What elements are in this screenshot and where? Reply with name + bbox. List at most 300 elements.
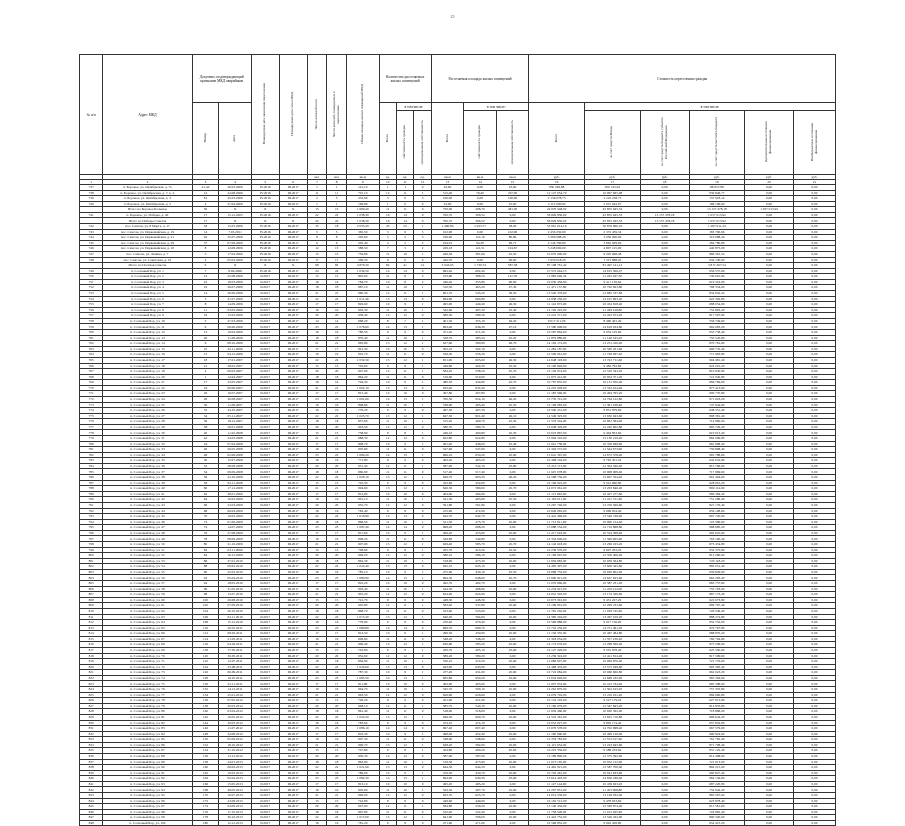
table-cell: 14 [396,218,413,224]
table-cell: 10 [379,670,396,676]
table-cell: II.2017 [251,402,279,408]
table-cell: 14 618 634,80 [585,324,641,330]
table-cell: 13 [396,675,413,681]
table-cell: 0,00 [640,341,689,347]
table-cell: 3 056 000,00 [585,235,641,241]
table-cell: 887,10 [347,285,380,291]
table-cell: 495,20 [431,781,464,787]
table-cell: 9 969 954,40 [585,508,641,514]
table-cell: 0,00 [640,720,689,726]
table-cell: 452,60 [431,480,464,486]
table-cell: 0,00 [496,636,529,642]
table-cell: 28.01.2009 [219,491,252,497]
table-cell: 9 917 136,00 [585,620,641,626]
table-cell: III.2017 [279,480,307,486]
address-cell: п. Сосновый Бор, ул. 29 [103,424,192,430]
table-cell: 0,00 [794,218,836,224]
table-cell: 965 788,60 [689,452,745,458]
table-cell: 450,70 [431,647,464,653]
table-cell: 20 [327,313,347,319]
table-cell: 476,30 [431,770,464,776]
table-cell: 17 [327,530,347,536]
table-cell: 472,90 [464,508,497,514]
table-cell: 404,30 [464,363,497,369]
table-cell: 453,60 [464,530,497,536]
table-cell: 0,00 [640,380,689,386]
table-cell: 580,70 [464,424,497,430]
table-cell: 0,00 [745,374,794,380]
address-cell: п. Сосновый Бор, ул. 94 [103,787,192,793]
table-cell: 947,90 [347,369,380,375]
table-cell: 0,00 [745,536,794,542]
table-cell: 9 [396,569,413,575]
table-cell: 0,00 [640,731,689,737]
table-cell: 12 [192,274,219,280]
table-cell: IV.2016 [251,235,279,241]
table-cell: 0,00 [745,547,794,553]
table-cell: 1 [414,569,431,575]
table-cell: 2 [192,369,219,375]
table-cell: 515,20 [431,419,464,425]
address-cell: п. Сосновый Бор, ул. 53 [103,558,192,564]
table-cell: 13 [379,564,396,570]
column-number-cell: 2 [103,180,192,185]
table-cell: 16 [327,508,347,514]
table-cell: 0,00 [794,352,836,358]
table-cell: 6 [414,207,431,213]
table-cell: 7 [379,246,396,252]
table-cell: 45,60 [496,804,529,810]
table-cell: 23 [307,726,327,732]
table-cell: 28.08.2008 [219,463,252,469]
table-cell: 16.12.2009 [219,553,252,559]
table-cell: 9 [379,597,396,603]
table-cell: 0,00 [745,385,794,391]
table-cell: 821 176,40 [689,502,745,508]
table-cell: 0,00 [496,793,529,799]
column-number-cell: 11 [396,180,413,185]
table-cell: 857,60 [347,419,380,425]
table-cell: 45,50 [496,363,529,369]
table-cell: 0,00 [745,185,794,191]
table-cell: 0,00 [745,753,794,759]
address-cell: пос. Самсон, ул. Первомайская, д. 10 [103,246,192,252]
table-cell: 10 [379,441,396,447]
table-cell: 13 [327,246,347,252]
table-cell: 12 [396,592,413,598]
header-cost-local: за счет средств местного бюджета [689,111,745,175]
table-cell: 0,00 [745,491,794,497]
table-cell: 11 675 412,00 [529,374,585,380]
table-cell: 624,90 [431,592,464,598]
table-cell: 9 [396,597,413,603]
table-cell: 822 [80,675,103,681]
table-cell: 110,10 [464,235,497,241]
table-cell: 45,50 [496,497,529,503]
table-cell: 11 [396,608,413,614]
table-cell: 1 080,90 [347,575,380,581]
table-cell: 0,00 [745,330,794,336]
table-cell: 475,70 [464,519,497,525]
table-cell: 625 350,60 [689,647,745,653]
table-cell: 815 766,60 [689,463,745,469]
table-cell: 0,00 [640,670,689,676]
table-cell: 0,00 [794,687,836,693]
table-cell: 16 [192,313,219,319]
table-cell: 12 [396,642,413,648]
table-body [80,185,836,826]
table-cell: 9 501 878,40 [585,647,641,653]
table-cell: 15 [307,430,327,436]
table-cell: 9 [396,820,413,826]
table-cell: 18 [307,335,327,341]
table-cell: 11 [396,190,413,196]
table-cell: II.2017 [251,614,279,620]
table-cell: 0,00 [496,592,529,598]
table-cell: 5 [396,246,413,252]
table-cell: 833 [80,737,103,743]
table-cell: 12 [396,475,413,481]
table-cell: 10 524 398,40 [585,530,641,536]
table-cell: 622,80 [464,436,497,442]
table-cell: 9 851 879,60 [585,408,641,414]
table-cell: 0,00 [794,804,836,810]
table-cell: 11 639 460,00 [529,709,585,715]
table-cell: 589,20 [431,653,464,659]
table-cell: 0,00 [794,430,836,436]
table-cell: 0,00 [640,603,689,609]
table-cell: 04.12.2006 [219,352,252,358]
table-cell: 02.06.2008 [219,452,252,458]
table-cell: 0 [414,480,431,486]
table-cell: 475,60 [431,569,464,575]
table-cell: 0,00 [794,692,836,698]
table-cell: 0,00 [794,285,836,291]
unit-cell: руб. [794,175,836,180]
table-cell: 54 [192,469,219,475]
table-cell: 0,00 [640,636,689,642]
table-cell: 22 [307,564,327,570]
table-cell: 0,00 [794,542,836,548]
table-cell: 696,10 [431,452,464,458]
table-cell: 9 478 633,60 [585,798,641,804]
table-cell: 84 [192,553,219,559]
table-cell: 0 [414,374,431,380]
table-cell: 0,00 [745,525,794,531]
table-cell: 0,00 [794,793,836,799]
table-cell: 700,70 [431,218,464,224]
table-cell: 134 [192,692,219,698]
table-cell: 1 057 015,92 [689,212,745,218]
table-cell: 15.03.2006 [219,224,252,230]
table-cell: 15 [327,748,347,754]
table-cell: 10 997 665,98 [585,190,641,196]
table-cell: 21 [327,592,347,598]
table-cell: 04.11.2008 [219,480,252,486]
table-cell: 9 [396,480,413,486]
table-cell: 45,60 [496,742,529,748]
table-cell: 15 600 921,00 [529,575,585,581]
address-cell: п. Сосновый Бор, ул. 52 [103,553,192,559]
table-cell: 17 [327,491,347,497]
table-cell: 14 669 232,00 [585,675,641,681]
table-cell: 10 587 864,00 [529,330,585,336]
table-cell: 9 [396,620,413,626]
column-number-cell: 15 [496,180,529,185]
table-cell: 45,60 [496,748,529,754]
table-cell: 864 096,80 [689,436,745,442]
table-cell: 0,00 [640,714,689,720]
table-cell: 45,60 [496,603,529,609]
table-cell: 0,00 [794,246,836,252]
table-cell: 04.09.2013 [219,804,252,810]
header-cost-extra2: Внебюджетные источники финансирования [794,111,836,175]
header-people-count: Число жителей всего [307,55,327,175]
table-cell: 14 675 578,40 [585,452,641,458]
table-cell: II.2017 [251,391,279,397]
table-cell: 0 [414,698,431,704]
table-cell: 16 [327,458,347,464]
table-cell: 17.12.2008 [219,486,252,492]
table-cell: 94 [192,581,219,587]
table-cell: 16 [307,408,327,414]
table-cell: 0,00 [640,748,689,754]
table-cell: 11 [379,759,396,765]
table-cell: IV.2016 [251,251,279,257]
table-cell: 714 960,00 [689,419,745,425]
table-cell: 148 [192,731,219,737]
table-cell: 868,70 [347,608,380,614]
table-cell: 0,00 [745,380,794,386]
table-cell: 623,70 [464,793,497,799]
header-area: Расселяемая площадь жилых помещений [431,55,529,103]
table-cell: 10 990 214,40 [585,519,641,525]
table-cell: 20 [327,553,347,559]
table-cell: 11 [396,804,413,810]
address-cell: п. Сосновый Бор, ул. 37 [103,469,192,475]
table-cell: 847 [80,815,103,821]
table-cell: 45,60 [496,670,529,676]
table-cell: 190,90 [431,235,464,241]
table-cell: II.2017 [251,804,279,810]
table-cell: 788 [80,486,103,492]
table-cell: 13 526 432,00 [585,815,641,821]
table-cell: 0,00 [496,820,529,826]
table-cell: 0,00 [640,413,689,419]
unit-cell: руб. [529,175,585,180]
table-cell: 523,60 [431,608,464,614]
table-cell: 869 690,80 [689,692,745,698]
table-cell: III.2017 [279,714,307,720]
table-cell: 0,00 [496,692,529,698]
table-cell: 14 [396,726,413,732]
header-cost-fund: за счет средств Фонда [585,111,641,175]
table-cell: 696 735,40 [689,346,745,352]
table-cell: 44 [192,441,219,447]
table-cell: 21 [327,341,347,347]
table-cell: 35 [307,224,327,230]
table-cell: 471,60 [464,820,497,826]
table-cell: 22 [192,279,219,285]
table-cell: 0,00 [496,346,529,352]
table-cell: 708 334,00 [689,285,745,291]
table-cell: 18 [327,374,347,380]
table-cell: 20 [327,603,347,609]
table-cell: 1 091,60 [347,396,380,402]
table-cell: X [279,207,307,213]
table-cell: 1 [414,318,431,324]
table-cell: 2 [396,235,413,241]
table-cell: 154 [192,748,219,754]
table-cell: 0 [396,196,413,202]
table-cell: 48 [192,452,219,458]
table-cell: 888 274,80 [689,614,745,620]
table-cell: 45,60 [496,659,529,665]
table-cell: 0,00 [640,396,689,402]
table-cell: 651,90 [431,357,464,363]
table-cell: 0,00 [745,631,794,637]
table-cell: 21 [327,742,347,748]
table-cell: 13 697 354,40 [585,475,641,481]
table-cell: 45,90 [496,452,529,458]
table-cell: 13 [379,385,396,391]
table-cell: 13 [379,296,396,302]
table-cell: 18 [307,519,327,525]
table-cell: 81 [192,196,219,202]
table-cell: II.2017 [251,625,279,631]
table-cell: 17 [327,581,347,587]
table-cell: 11 557 259,20 [585,636,641,642]
table-cell: 16 [307,620,327,626]
address-cell: п. Сосновый Бор, ул. 13 [103,335,192,341]
table-cell: III.2017 [279,201,307,207]
table-cell: 0,00 [640,363,689,369]
table-cell: 18 [327,469,347,475]
table-cell: 686 384,40 [689,491,745,497]
table-cell: 11 [379,251,396,257]
table-cell: 548,20 [464,636,497,642]
table-cell: 860,90 [347,469,380,475]
table-cell: 20 [327,424,347,430]
table-cell: 817 509,60 [689,653,745,659]
table-cell: 950 145,04 [585,185,641,191]
table-cell: 810,20 [347,581,380,587]
table-cell: 0,00 [794,480,836,486]
table-cell: 19 [327,536,347,542]
table-cell: 11 [379,285,396,291]
table-cell: 1 [414,497,431,503]
table-cell: 0,00 [794,547,836,553]
table-cell: 18 [327,558,347,564]
table-cell: 829 [80,714,103,720]
table-cell: 18 [327,608,347,614]
table-cell: 1 669,40 [347,207,380,213]
table-cell: 0,00 [496,536,529,542]
table-cell: 492,70 [464,581,497,587]
table-cell: 381,06 [464,251,497,257]
table-cell: 11 [396,737,413,743]
table-cell: 835 [80,748,103,754]
table-cell: 12 304 572,00 [529,447,585,453]
table-cell: III.2017 [279,809,307,815]
table-cell: II.2017 [251,279,279,285]
table-cell: 6 [192,341,219,347]
table-cell: III.2017 [279,458,307,464]
table-cell: III.2017 [279,290,307,296]
address-cell: п. Сосновый Бор, ул. 34 [103,452,192,458]
table-cell: 0 [414,608,431,614]
table-cell: 12 328 874,40 [585,804,641,810]
table-cell: 0,00 [640,268,689,274]
table-cell: 1 [414,642,431,648]
table-cell: 747 [80,251,103,257]
table-cell: 13 048 329,00 [529,424,585,430]
table-cell: III.2017 [279,804,307,810]
table-cell: 12 [379,703,396,709]
table-cell: 0,00 [794,330,836,336]
header-rooms: Количество расселяемых жилых помещений [379,55,431,103]
unit-cell: кв.м [431,175,464,180]
table-cell: 1 [307,185,327,191]
header-rooms-municipal: муниципальная собственность [414,111,431,175]
table-cell: 1 057 015,92 [689,218,745,224]
table-cell: 62 [192,491,219,497]
table-cell: III.2017 [279,525,307,531]
table-cell: 827 [80,703,103,709]
table-cell: 0,00 [640,608,689,614]
table-cell: 902,60 [347,787,380,793]
table-cell: 8 460 461,40 [585,318,641,324]
table-cell: 11 190 060,00 [529,731,585,737]
table-cell: 56 [192,207,219,213]
table-cell: 0,00 [496,480,529,486]
table-cell: II.2017 [251,502,279,508]
table-cell: 0,00 [745,793,794,799]
table-cell: 12.07.2011 [219,659,252,665]
table-cell: 0,00 [794,212,836,218]
table-cell: 717 969,60 [689,469,745,475]
table-cell: 0,00 [745,391,794,397]
table-cell: 27.03.2006 [219,318,252,324]
table-cell: III.2017 [279,380,307,386]
table-cell: 843 [80,793,103,799]
table-cell: 0,00 [640,742,689,748]
table-cell: 1 [396,185,413,191]
table-cell: 454,80 [431,748,464,754]
table-cell: 945,80 [347,603,380,609]
table-cell: 2 115 000,00 [529,201,585,207]
table-cell: 556,30 [431,352,464,358]
table-cell: 619 316,96 [689,279,745,285]
table-cell: 22 [307,765,327,771]
table-cell: 515,40 [431,190,464,196]
table-cell: 0,00 [640,698,689,704]
table-cell: 21 [327,385,347,391]
table-cell: 623,70 [431,793,464,799]
table-cell: 1 018,80 [347,514,380,520]
table-cell: 11 [379,497,396,503]
table-cell: 870 761,60 [689,341,745,347]
table-cell: 905,80 [347,447,380,453]
table-cell: 742,80 [347,798,380,804]
table-cell: 748,60 [347,547,380,553]
table-cell: 22 [307,815,327,821]
table-cell: 653 758,40 [689,330,745,336]
table-cell: 805 726,20 [689,424,745,430]
table-cell: 06.06.2007 [219,385,252,391]
column-number-cell: 13 [431,180,464,185]
table-cell: 646,30 [464,324,497,330]
